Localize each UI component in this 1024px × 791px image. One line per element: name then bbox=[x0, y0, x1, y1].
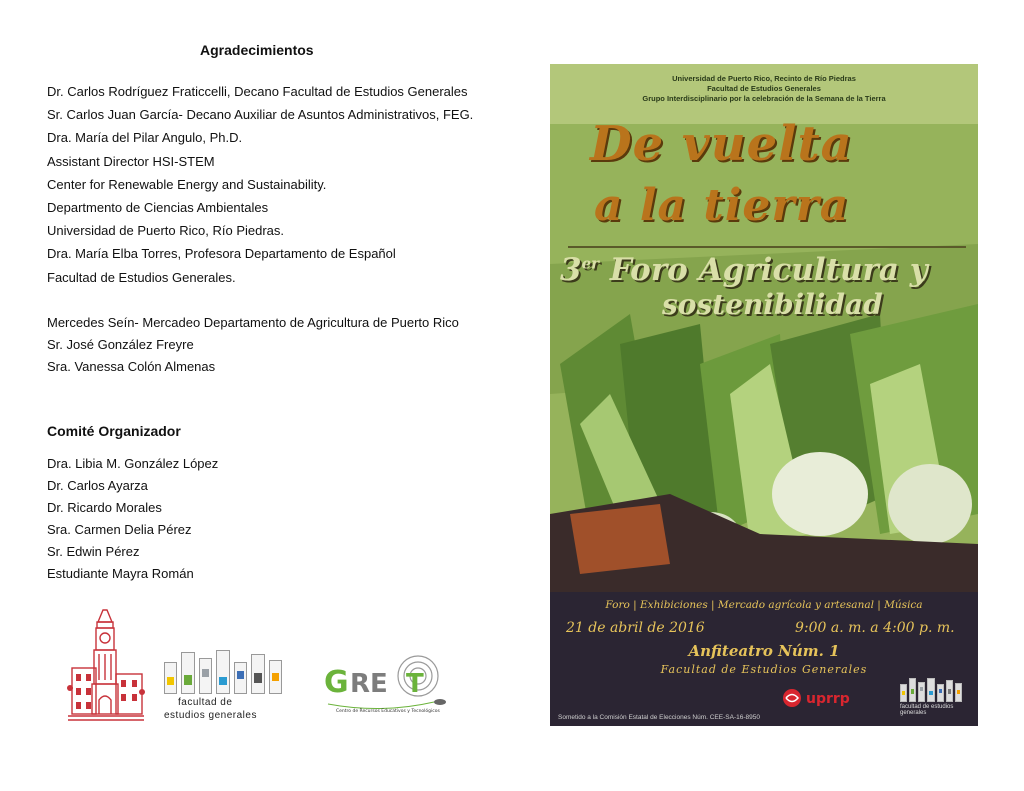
poster-venue: Anfiteatro Núm. 1 bbox=[688, 642, 840, 660]
ack-line: Mercedes Seín- Mercadeo Departamento de Agricultura de Puerto Rico bbox=[47, 315, 459, 330]
subtitle-number: 3 bbox=[560, 252, 582, 288]
ack-line: Departmento de Ciencias Ambientales bbox=[47, 200, 269, 216]
committee-member: Sr. Edwin Pérez bbox=[47, 544, 140, 559]
ack-line: Dr. Carlos Rodríguez Fraticcelli, Decano Facultad de Estudios Generales bbox=[47, 84, 468, 99]
poster-time: 9:00 a. m. a 4:00 p. m. bbox=[795, 620, 955, 636]
feg-logo bbox=[164, 652, 282, 722]
ack-line: Sra. Vanessa Colón Almenas bbox=[47, 358, 216, 374]
ack-line: Dra. María del Pilar Angulo, Ph.D. bbox=[47, 130, 243, 146]
upr-logo-text: uprrp bbox=[806, 691, 850, 707]
feg-logo-text-2: estudios generales bbox=[164, 710, 257, 721]
acknowledgements-list bbox=[47, 80, 473, 289]
feg-logo-bars bbox=[164, 652, 282, 694]
acknowledgements-list-2 bbox=[47, 312, 459, 377]
poster-activities: Foro | Exhibiciones | Mercado agrícola y artesanal | Música bbox=[605, 599, 923, 611]
upr-logo bbox=[782, 688, 882, 708]
feg-logo-text-1: facultad de bbox=[178, 697, 233, 708]
poster-header-line: Grupo Interdisciplinario por la celebración de la Semana de la Tierra bbox=[642, 94, 886, 103]
committee-heading: Comité Organizador bbox=[47, 423, 181, 439]
ack-line: Universidad de Puerto Rico, Río Piedras. bbox=[47, 223, 285, 239]
acknowledgements-heading: Agradecimientos bbox=[200, 42, 314, 58]
subtitle-ordinal: er bbox=[581, 254, 600, 273]
gret-logo bbox=[322, 652, 452, 716]
feg-small-text: facultad de estudios generales bbox=[900, 704, 954, 716]
poster-divider bbox=[568, 246, 966, 248]
poster-header-line: Universidad de Puerto Rico, Recinto de Río Piedras bbox=[672, 74, 856, 83]
ack-line: Sr. José González Freyre bbox=[47, 336, 194, 352]
feg-small-bars bbox=[900, 680, 962, 702]
committee-list bbox=[47, 453, 218, 585]
poster-subtitle-line-2: sostenibilidad bbox=[662, 288, 883, 321]
event-poster bbox=[550, 64, 978, 726]
poster-date: 21 de abril de 2016 bbox=[566, 620, 705, 636]
tower-icon bbox=[66, 608, 146, 726]
committee-member: Dr. Carlos Ayarza bbox=[47, 478, 148, 493]
svg-text:T: T bbox=[406, 669, 424, 699]
ack-line: Assistant Director HSI-STEM bbox=[47, 153, 215, 169]
committee-member: Dr. Ricardo Morales bbox=[47, 500, 162, 515]
feg-logo-small bbox=[900, 680, 962, 718]
svg-text:G: G bbox=[324, 665, 349, 700]
committee-member: Estudiante Mayra Román bbox=[47, 566, 194, 581]
poster-header bbox=[550, 74, 978, 104]
ack-line: Sr. Carlos Juan García- Decano Auxiliar de Asuntos Administrativos, FEG. bbox=[47, 107, 474, 123]
ack-line: Facultad de Estudios Generales. bbox=[47, 269, 236, 285]
poster-title-line-2: a la tierra bbox=[594, 180, 850, 231]
poster-title-line-1: De vuelta bbox=[590, 116, 853, 172]
poster-venue-sub: Facultad de Estudios Generales bbox=[660, 663, 868, 676]
poster-legal-note: Sometido a la Comisión Estatal de Elecciones Núm. CEE-SA-16-8950 bbox=[558, 714, 760, 721]
ack-line: Dra. María Elba Torres, Profesora Departamento de Español bbox=[47, 246, 396, 262]
ack-line: Center for Renewable Energy and Sustainability. bbox=[47, 176, 327, 192]
poster-header-line: Facultad de Estudios Generales bbox=[707, 84, 821, 93]
committee-member: Dra. Libia M. González López bbox=[47, 456, 219, 471]
subtitle-text: Foro Agricultura y bbox=[609, 252, 928, 288]
poster-subtitle-line-1 bbox=[560, 252, 928, 288]
svg-text:RE: RE bbox=[350, 669, 388, 699]
committee-member: Sra. Carmen Delia Pérez bbox=[47, 522, 192, 537]
svg-text:Centro de Recursos Educativos: Centro de Recursos Educativos y Tecnológicos bbox=[336, 709, 440, 714]
